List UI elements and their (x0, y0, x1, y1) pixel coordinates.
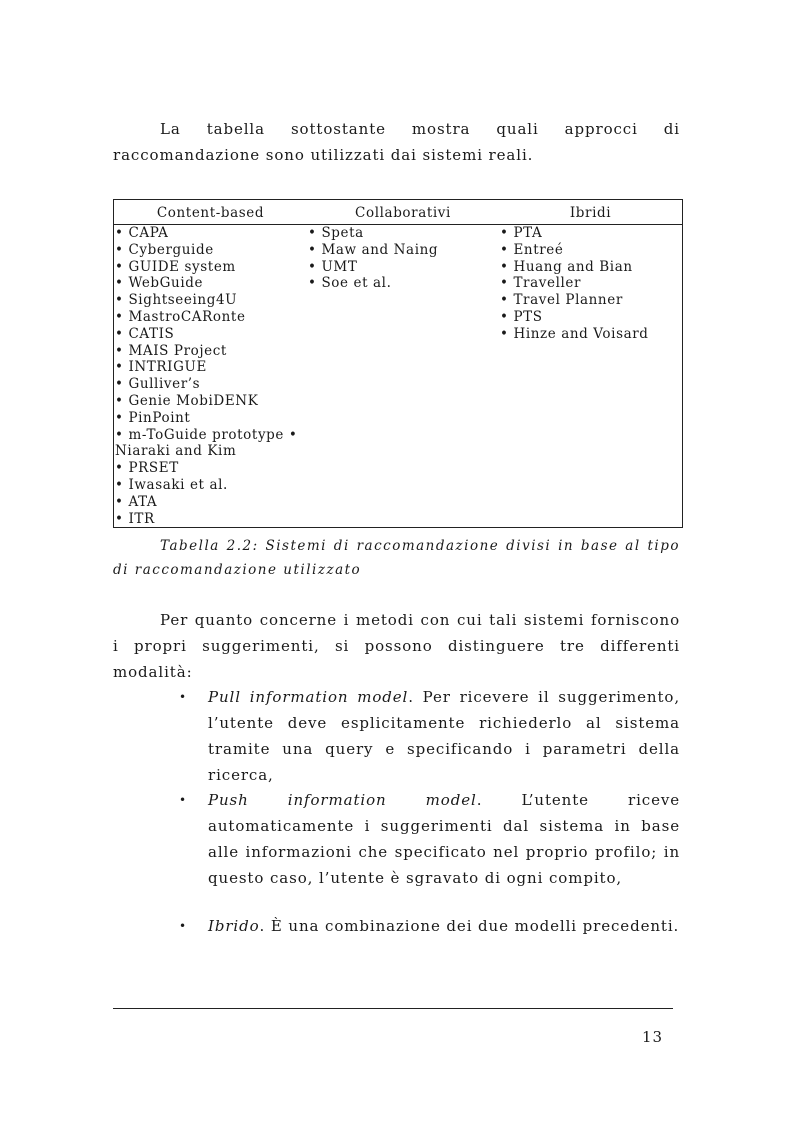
ibridi-cell (499, 225, 683, 528)
table-list-item: • Travel Planner (500, 292, 623, 309)
collaborativi-list (308, 225, 499, 292)
methods-paragraph: Per quanto concerne i metodi con cui tali sistemi forniscono i propri suggerimenti, si possono distinguere tre differenti modalità: (113, 611, 680, 681)
table-list-item: • WebGuide (115, 275, 204, 292)
bullet-term: Ibrido (208, 917, 260, 935)
table-list-item: • CATIS (115, 325, 175, 342)
bullet-text (208, 684, 680, 788)
table-caption: Tabella 2.2: Sistemi di raccomandazione divisi in base al tipo di raccomandazione utilizzato (113, 538, 680, 578)
content-based-cell (114, 225, 308, 528)
bullet-icon: • (179, 793, 187, 807)
table-list-item: • Hinze and Voisard (500, 325, 649, 342)
table-list-item: • INTRIGUE (115, 359, 207, 376)
table-list-item: • PTS (500, 308, 543, 325)
list-item (181, 787, 680, 891)
table-list-item: • PTA (500, 225, 543, 241)
bullet-icon: • (179, 690, 187, 704)
table-list-item: • Cyberguide (115, 241, 214, 258)
bullet-icon: • (179, 919, 187, 933)
table-list-item: • Speta (308, 225, 364, 241)
table-list-item: • MastroCARonte (115, 308, 246, 325)
table-list-item: • PinPoint (115, 409, 191, 426)
table-list-item: • Soe et al. (308, 275, 392, 292)
content-based-list (115, 225, 307, 527)
bullet-text (208, 913, 680, 939)
bullet-body: . È una combinazione dei due modelli precedenti. (259, 917, 680, 935)
page-number: 13 (642, 1028, 663, 1046)
table-list-item: • ITR (115, 510, 155, 527)
bullet-body: . L’utente riceve automaticamente i suggerimenti dal sistema in base alle informazioni che specificato nel proprio profilo; in questo caso, l’utente è sgravato di ogni compito, (208, 791, 680, 887)
table-list-item: • PRSET (115, 460, 179, 477)
bullet-term: Pull information model (208, 688, 409, 706)
collaborativi-cell (307, 225, 499, 528)
footer-rule (113, 1008, 673, 1009)
intro-paragraph: La tabella sottostante mostra quali approcci di raccomandazione sono utilizzati dai sistemi reali. (113, 120, 680, 164)
table-list-item: • Huang and Bian (500, 258, 633, 275)
recommender-systems-table (113, 199, 683, 528)
bullet-text (208, 787, 680, 891)
table-list-item: • Gulliver’s (115, 376, 201, 393)
bullet-body: . Per ricevere il suggerimento, l’utente deve esplicitamente richiederlo al sistema tramite una query e specificando i parametri della ricerca, (208, 688, 680, 784)
table-list-item: • GUIDE system (115, 258, 236, 275)
table-list-item: • Sightseeing4U (115, 292, 238, 309)
table-list-item: • Iwasaki et al. (115, 476, 228, 493)
table-header-row (114, 200, 683, 225)
table-row (114, 225, 683, 528)
list-item (181, 684, 680, 788)
bullet-term: Push information model (208, 791, 477, 809)
table-list-item: • Genie MobiDENK (115, 392, 259, 409)
table-list-item: • UMT (308, 258, 358, 275)
header-content-based: Content-based (114, 200, 308, 225)
table-list-item: • Traveller (500, 275, 582, 292)
list-item (181, 913, 680, 939)
table-list-item: • CAPA (115, 225, 169, 241)
table-list-item: • MAIS Project (115, 342, 227, 359)
header-ibridi: Ibridi (499, 200, 683, 225)
ibridi-list (500, 225, 682, 343)
table-list-item: • Maw and Naing (308, 241, 439, 258)
table-list-item: • m-ToGuide prototype • Niaraki and Kim (115, 426, 298, 460)
table-list-item: • Entreé (500, 241, 564, 258)
table-list-item: • ATA (115, 493, 158, 510)
header-collaborativi: Collaborativi (307, 200, 499, 225)
